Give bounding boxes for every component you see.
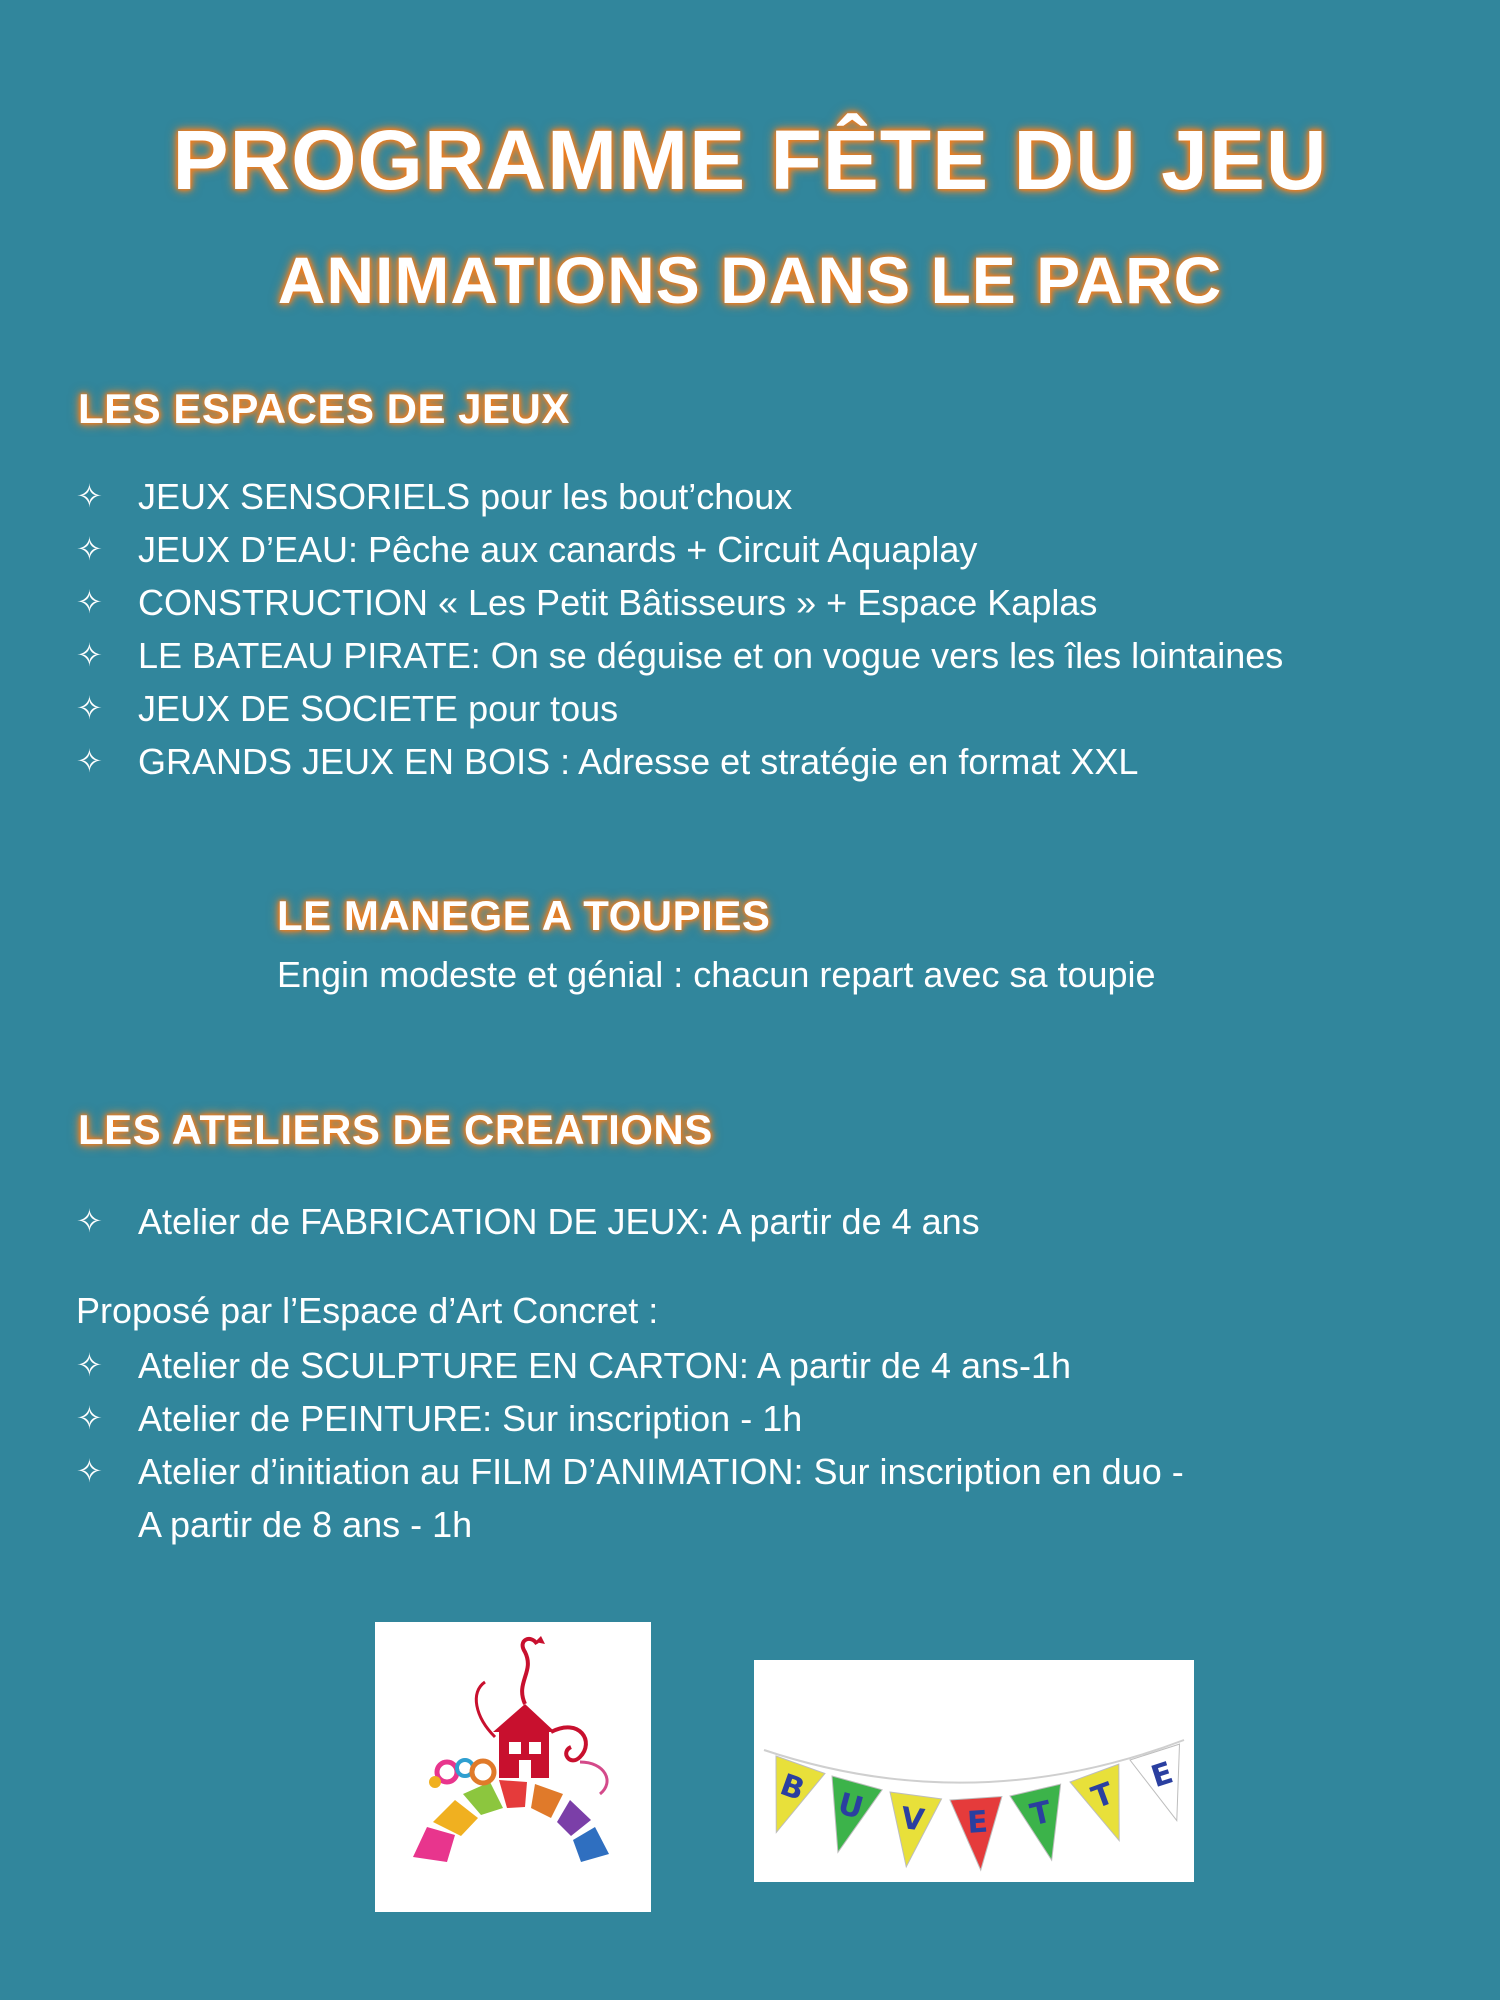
bunting-flag bbox=[1010, 1784, 1077, 1866]
bunting-flag bbox=[880, 1792, 941, 1870]
bunting-letter: T bbox=[1087, 1776, 1119, 1817]
buvette-logo bbox=[754, 1660, 1194, 1882]
list-item-text: JEUX DE SOCIETE pour tous bbox=[138, 688, 619, 729]
section-heading-ateliers: LES ATELIERS DE CREATIONS bbox=[78, 1106, 713, 1153]
star-bullet-icon: ✧ bbox=[76, 1400, 103, 1436]
bunting-letter: T bbox=[1026, 1794, 1055, 1834]
star-bullet-icon: ✧ bbox=[76, 1453, 103, 1489]
list-item-text: LE BATEAU PIRATE: On se déguise et on vogue vers les îles lointaines bbox=[138, 635, 1284, 676]
bunting-letter: E bbox=[966, 1804, 989, 1841]
star-bullet-icon: ✧ bbox=[76, 478, 103, 514]
espaces-list bbox=[76, 470, 1283, 788]
list-item-text: Atelier de FABRICATION DE JEUX: A partir de 4 ans bbox=[138, 1201, 980, 1242]
list-item bbox=[76, 1392, 1184, 1445]
section-heading-manege: LE MANEGE A TOUPIES bbox=[277, 892, 771, 939]
bunting-flag bbox=[813, 1776, 882, 1859]
list-item-text: GRANDS JEUX EN BOIS : Adresse et stratégie en format XXL bbox=[138, 741, 1139, 782]
page-title: PROGRAMME FÊTE DU JEU bbox=[172, 113, 1328, 207]
list-item bbox=[76, 735, 1283, 788]
list-item bbox=[76, 470, 1283, 523]
bunting-letter: E bbox=[1147, 1755, 1178, 1796]
star-bullet-icon: ✧ bbox=[76, 584, 103, 620]
ateliers-art-concret-list bbox=[76, 1339, 1184, 1551]
house-rainbow-icon bbox=[375, 1622, 651, 1912]
list-item-text: Atelier de SCULPTURE EN CARTON: A partir de 4 ans-1h bbox=[138, 1345, 1072, 1386]
bunting-flag bbox=[1070, 1764, 1144, 1850]
list-item bbox=[76, 1445, 1184, 1498]
bunting-flag bbox=[754, 1756, 825, 1841]
list-item bbox=[76, 629, 1283, 682]
star-bullet-icon: ✧ bbox=[76, 743, 103, 779]
list-item-continuation bbox=[76, 1498, 1184, 1551]
star-bullet-icon: ✧ bbox=[76, 531, 103, 567]
bunting-letter: B bbox=[775, 1767, 809, 1809]
section-heading-espaces: LES ESPACES DE JEUX bbox=[78, 385, 570, 432]
fete-du-jeu-logo bbox=[375, 1622, 651, 1912]
bunting-flag bbox=[950, 1797, 1007, 1872]
list-item-text: JEUX SENSORIELS pour les bout’choux bbox=[138, 476, 793, 517]
star-bullet-icon: ✧ bbox=[76, 637, 103, 673]
bunting-flags-icon bbox=[754, 1660, 1194, 1882]
list-item bbox=[76, 523, 1283, 576]
bunting-flag bbox=[1130, 1744, 1194, 1828]
list-item bbox=[76, 682, 1283, 735]
ateliers-fabrication-list bbox=[76, 1195, 980, 1248]
bunting-letter: U bbox=[834, 1786, 867, 1827]
list-item bbox=[76, 1195, 980, 1248]
star-bullet-icon: ✧ bbox=[76, 690, 103, 726]
bunting-letter: V bbox=[898, 1800, 927, 1839]
list-item bbox=[76, 1339, 1184, 1392]
list-item-text: Atelier d’initiation au FILM D’ANIMATION: Sur inscription en duo - bbox=[138, 1451, 1184, 1492]
list-item-text: Atelier de PEINTURE: Sur inscription - 1h bbox=[138, 1398, 803, 1439]
list-item-text: CONSTRUCTION « Les Petit Bâtisseurs » + Espace Kaplas bbox=[138, 582, 1098, 623]
manege-description: Engin modeste et génial : chacun repart avec sa toupie bbox=[277, 954, 1156, 995]
propose-label: Proposé par l’Espace d’Art Concret : bbox=[76, 1290, 659, 1331]
list-item-text: A partir de 8 ans - 1h bbox=[138, 1504, 473, 1545]
list-item bbox=[76, 576, 1283, 629]
star-bullet-icon: ✧ bbox=[76, 1203, 103, 1239]
page-subtitle: ANIMATIONS DANS LE PARC bbox=[277, 243, 1223, 317]
star-bullet-icon: ✧ bbox=[76, 1347, 103, 1383]
list-item-text: JEUX D’EAU: Pêche aux canards + Circuit Aquaplay bbox=[138, 529, 978, 570]
